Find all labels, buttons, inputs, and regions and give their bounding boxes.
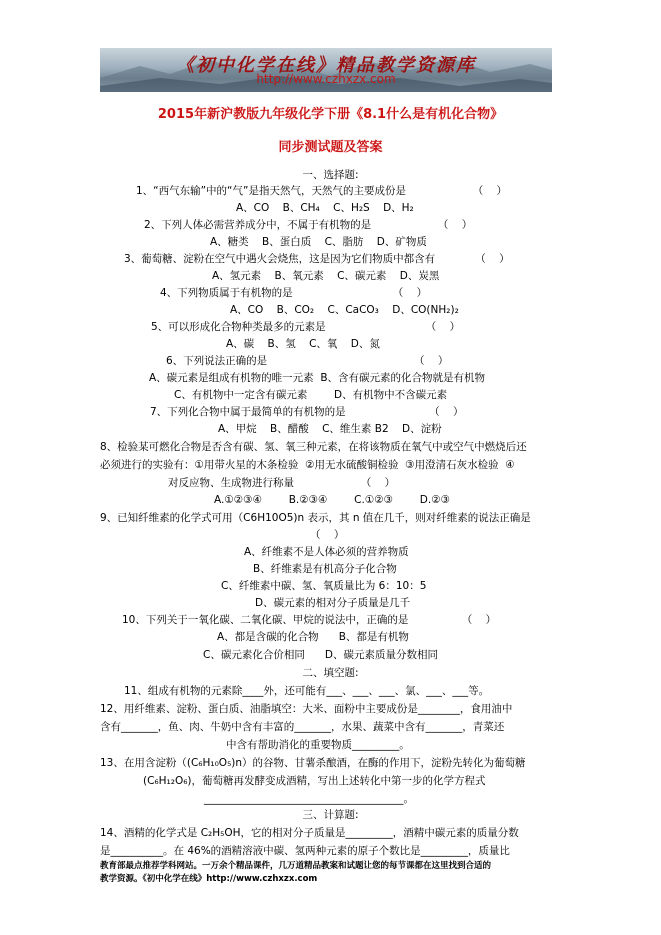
answer-options: A.①②③④ B.②③④ C.①②③ D.②③ xyxy=(214,494,451,506)
question-line: 9、已知纤维素的化学式可用（C6H10O5)n 表示，其 n 值在几千，则对纤维素的说法正确是 xyxy=(100,512,531,524)
question-line: 10、下列关于一氧化碳、二氧化碳、甲烷的说法中，正确的是 （ ） xyxy=(122,614,497,626)
answer-options: A、CO B、CH₄ C、H₂S D、H₂ xyxy=(236,202,414,214)
answer-options: A、甲烷 B、醋酸 C、维生素 B2 D、淀粉 xyxy=(218,423,442,435)
question-line: 4、下列物质属于有机物的是 （ ） xyxy=(160,287,428,299)
page-title: 2015年新沪教版九年级化学下册《8.1什么是有机化合物》 xyxy=(157,107,504,122)
question-line: 2、下列人体必需营养成分中，不属于有机物的是 （ ） xyxy=(144,219,473,231)
banner-url[interactable]: http://www.czhxzx.com xyxy=(256,72,396,86)
question-line: (C₆H₁₂O₆)，葡萄糖再发酵变成酒精，写出上述转化中第一步的化学方程式 xyxy=(143,775,486,787)
question-line: 含有_______，鱼、肉、牛奶中含有丰富的_______，水果、蔬菜中含有_______，青菜还 xyxy=(100,721,505,733)
question-line: 8、检验某可燃化合物是否含有碳、氢、氧三种元素，在将该物质在氧气中或空气中燃烧后还 xyxy=(100,441,527,453)
question-line: 是__________。在 46%的酒精溶液中碳、氢两种元素的原子个数比是_________，质量比 xyxy=(100,845,510,857)
answer-options: A、纤维素不是人体必须的营养物质 xyxy=(244,546,409,558)
page-subtitle: 同步测试题及答案 xyxy=(278,140,383,155)
section-heading-fill: 二、填空题: xyxy=(302,667,359,679)
question-line: 5、可以形成化合物种类最多的元素是 （ ） xyxy=(151,321,461,333)
question-line: 中含有帮助消化的重要物质_________。 xyxy=(226,739,410,751)
question-line: 7、下列化合物中属于最简单的有机物的是 （ ） xyxy=(150,406,464,418)
answer-options: C、碳元素化合价相同 D、碳元素质量分数相同 xyxy=(203,649,438,661)
answer-bracket: （ ） xyxy=(310,529,345,541)
section-heading-calc: 三、计算题: xyxy=(302,809,359,821)
answer-options: A、碳元素是组成有机物的唯一元素 B、含有碳元素的化合物就是有机物 xyxy=(149,372,486,384)
footer-text: 教育部最点推荐学科网站。一万余个精品课件，几万道精品教案和试题让您的每节课都在这里找到合适的 xyxy=(100,861,492,871)
answer-options: A、CO B、CO₂ C、CaCO₃ D、CO(NH₂)₂ xyxy=(230,304,459,316)
question-line: 对反应物、生成物进行称量 （ ） xyxy=(168,477,396,489)
answer-options: C、有机物中一定含有碳元素 D、有机物中不含碳元素 xyxy=(174,389,448,401)
question-line: 6、下列说法正确的是 （ ） xyxy=(166,355,449,367)
question-line: 12、用纤维素、淀粉、蛋白质、油脂填空：大米、面粉中主要成份是________，食用油中 xyxy=(100,703,513,715)
header-banner xyxy=(100,48,552,92)
question-line: 11、组成有机物的元素除____外，还可能有___、___、___、氯、___、___等。 xyxy=(124,685,490,697)
question-line: 13、在用含淀粉（(C₆H₁₀O₅)n）的谷物、甘薯杀酿酒，在酶的作用下，淀粉先转化为葡萄糖 xyxy=(100,757,526,769)
question-line: 1、“西气东输”中的“气”是指天然气，天然气的主要成份是 （ ） xyxy=(136,185,508,197)
answer-options: A、糖类 B、蛋白质 C、脂肪 D、矿物质 xyxy=(210,236,427,248)
footer-link[interactable]: 教学资源。《初中化学在线》http://www.czhxzx.com xyxy=(100,874,318,884)
answer-options: C、纤维素中碳、氢、氧质量比为 6：10：5 xyxy=(221,580,427,592)
section-heading-choice: 一、选择题: xyxy=(302,169,359,181)
answer-options: B、纤维素是有机高分子化合物 xyxy=(253,563,397,575)
answer-options: A、碳 B、氢 C、氧 D、氮 xyxy=(226,338,380,350)
answer-options: D、碳元素的相对分子质量是几千 xyxy=(255,597,411,609)
question-line: 3、葡萄糖、淀粉在空气中遇火会烧焦，这是因为它们物质中都含有 （ ） xyxy=(124,253,510,265)
banner-title: 《初中化学在线》精品教学资源库 xyxy=(176,55,476,76)
answer-blank: ______________________________________。 xyxy=(204,793,414,805)
question-line: 必须进行的实验有：①用带火星的木条检验 ②用无水硫酸铜检验 ③用澄清石灰水检验 ④ xyxy=(100,459,515,471)
answer-options: A、都是含碳的化合物 B、都是有机物 xyxy=(217,631,409,643)
question-line: 14、酒精的化学式是 C₂H₅OH，它的相对分子质量是_________，酒精中碳元素的质量分数 xyxy=(100,827,519,839)
answer-options: A、氢元素 B、氧元素 C、碳元素 D、炭黑 xyxy=(212,270,440,282)
